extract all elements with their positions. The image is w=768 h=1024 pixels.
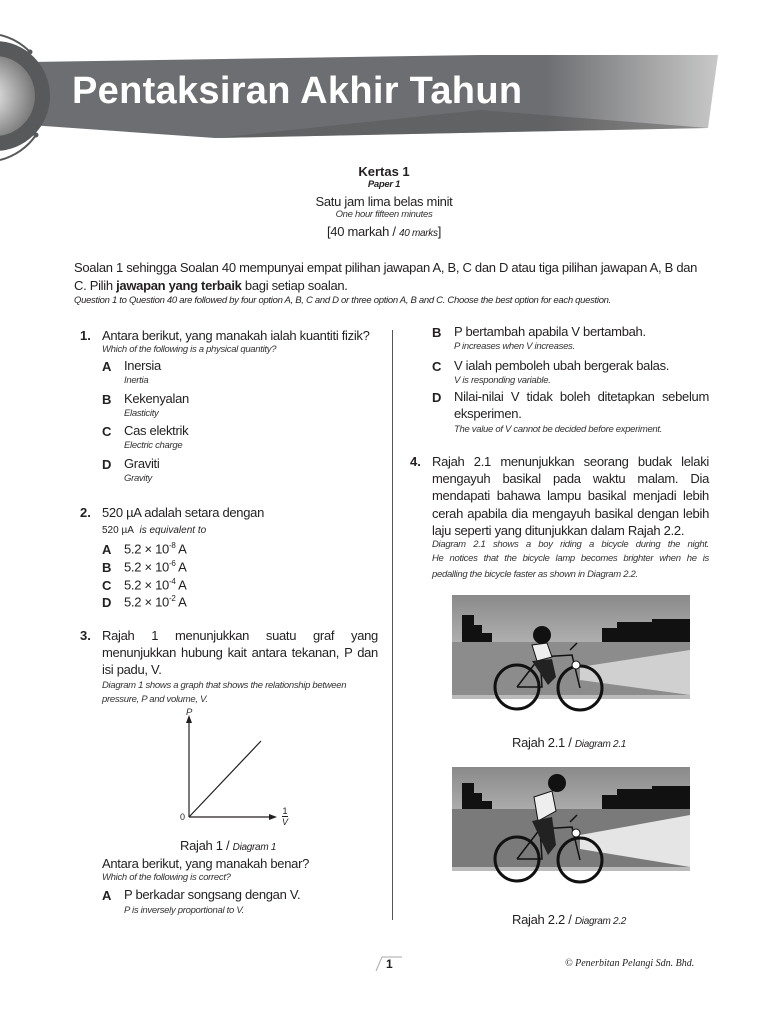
instructions-ms-2: C. Pilih jawapan yang terbaik bagi setiap soalan. <box>74 278 348 293</box>
question-number: 1. <box>80 328 91 343</box>
question-text-en: 520 µA is equivalent to <box>102 525 207 536</box>
origin-label: 0 <box>180 812 186 822</box>
option-b[interactable]: B Kekenyalan Elasticity <box>102 390 189 419</box>
question-number: 2. <box>80 505 91 520</box>
question-text: 520 µA adalah setara dengan <box>102 505 265 520</box>
diagram-2-1-caption: Rajah 2.1 / Diagram 2.1 <box>512 735 627 750</box>
instructions-en: Question 1 to Question 40 are followed by four option A, B, C and D or three option A, B and C. Choose the best option for each question. <box>74 295 611 306</box>
sub-question: Antara berikut, yang manakah benar? <box>102 856 310 871</box>
copyright: © Penerbitan Pelangi Sdn. Bhd. <box>565 958 695 969</box>
duration-en: One hour fifteen minutes <box>335 209 433 220</box>
options-q1 <box>102 358 189 488</box>
question-text-line: Rajah 1 menunjukkan suatu graf yang <box>102 628 378 643</box>
x-axis-arrow-icon <box>269 814 277 820</box>
y-axis-label: P <box>186 707 193 718</box>
option-c[interactable]: C V ialah pemboleh ubah bergerak balas. V is responding variable. <box>432 358 670 386</box>
marks: [40 markah / 40 marks] <box>326 224 441 239</box>
question-text-en: Which of the following is a physical quantity? <box>102 344 277 355</box>
page-title: Pentaksiran Akhir Tahun <box>72 70 523 112</box>
question-text-line: isi padu, V. <box>102 662 162 677</box>
column-divider <box>392 330 393 920</box>
paper-label: Kertas 1 <box>358 164 410 179</box>
duration: Satu jam lima belas minit <box>315 194 453 209</box>
sub-question-en: Which of the following is correct? <box>102 872 231 883</box>
diagram-2-2-bicycle-fast <box>452 767 690 892</box>
options-q2 <box>102 541 187 612</box>
x-axis-label: 1 V <box>282 806 289 827</box>
option-d[interactable]: D Graviti Gravity <box>102 455 160 484</box>
option-a[interactable]: A Inersia Inertia <box>102 358 161 386</box>
diagram-caption: Rajah 1 / Diagram 1 <box>180 838 277 853</box>
question-number: 4. <box>410 454 421 469</box>
question-text-line: menunjukkan hubung kait antara tekanan, P dan <box>102 645 378 660</box>
option-b[interactable]: B $5.2 \times 10^{-6}$ A <box>102 558 187 575</box>
paper-label-en: Paper 1 <box>367 179 401 190</box>
page-number: 1 <box>386 957 393 971</box>
diagram-2-2-caption: Rajah 2.2 / Diagram 2.2 <box>512 912 627 927</box>
question-text-en: pressure, P and volume, V. <box>102 694 208 705</box>
option-d[interactable]: D Nilai-nilai V tidak boleh ditetapkan sebelum eksperimen. The value of V cannot be decided before experiment. <box>432 389 709 435</box>
option-b[interactable]: B P bertambah apabila V bertambah. P increases when V increases. <box>432 324 646 352</box>
question-text-en: Diagram 1 shows a graph that shows the relationship between <box>102 680 347 691</box>
option-d[interactable]: D $5.2 \times 10^{-2}$ A <box>102 594 187 611</box>
question-text: Antara berikut, yang manakah ialah kuantiti fizik? <box>102 328 370 343</box>
option-c[interactable]: C Cas elektrik Electric charge <box>102 423 189 451</box>
question-text: Rajah 2.1 menunjukkan seorang budak lelaki mengayuh basikal pada waktu malam. Dia mendapati bahawa lampu basikal menjadi lebih cerah apabila dia mengayuh basikal dengan lebih laju seperti yang ditunjukkan dalam Rajah 2.2. Diagram 2.1 shows a boy riding a bicycle during the night. He notices that the bicycle lamp becomes brighter when he is pedalling the bicycle faster as shown in Diagram 2.2. <box>432 454 709 580</box>
diagram-2-1-bicycle-slow <box>452 595 690 725</box>
option-a[interactable]: A P berkadar songsang dengan V. P is inversely proportional to V. <box>102 887 301 916</box>
data-line <box>189 741 261 817</box>
option-c[interactable]: C $5.2 \times 10^{-4}$ A <box>102 576 187 593</box>
option-a[interactable]: A $5.2 \times 10^{-8}$ A <box>102 541 187 557</box>
question-number: 3. <box>80 628 91 643</box>
instructions-ms: Soalan 1 sehingga Soalan 40 mempunyai empat pilihan jawapan A, B, C dan D atau tiga pilihan jawapan A, B dan <box>74 260 698 275</box>
